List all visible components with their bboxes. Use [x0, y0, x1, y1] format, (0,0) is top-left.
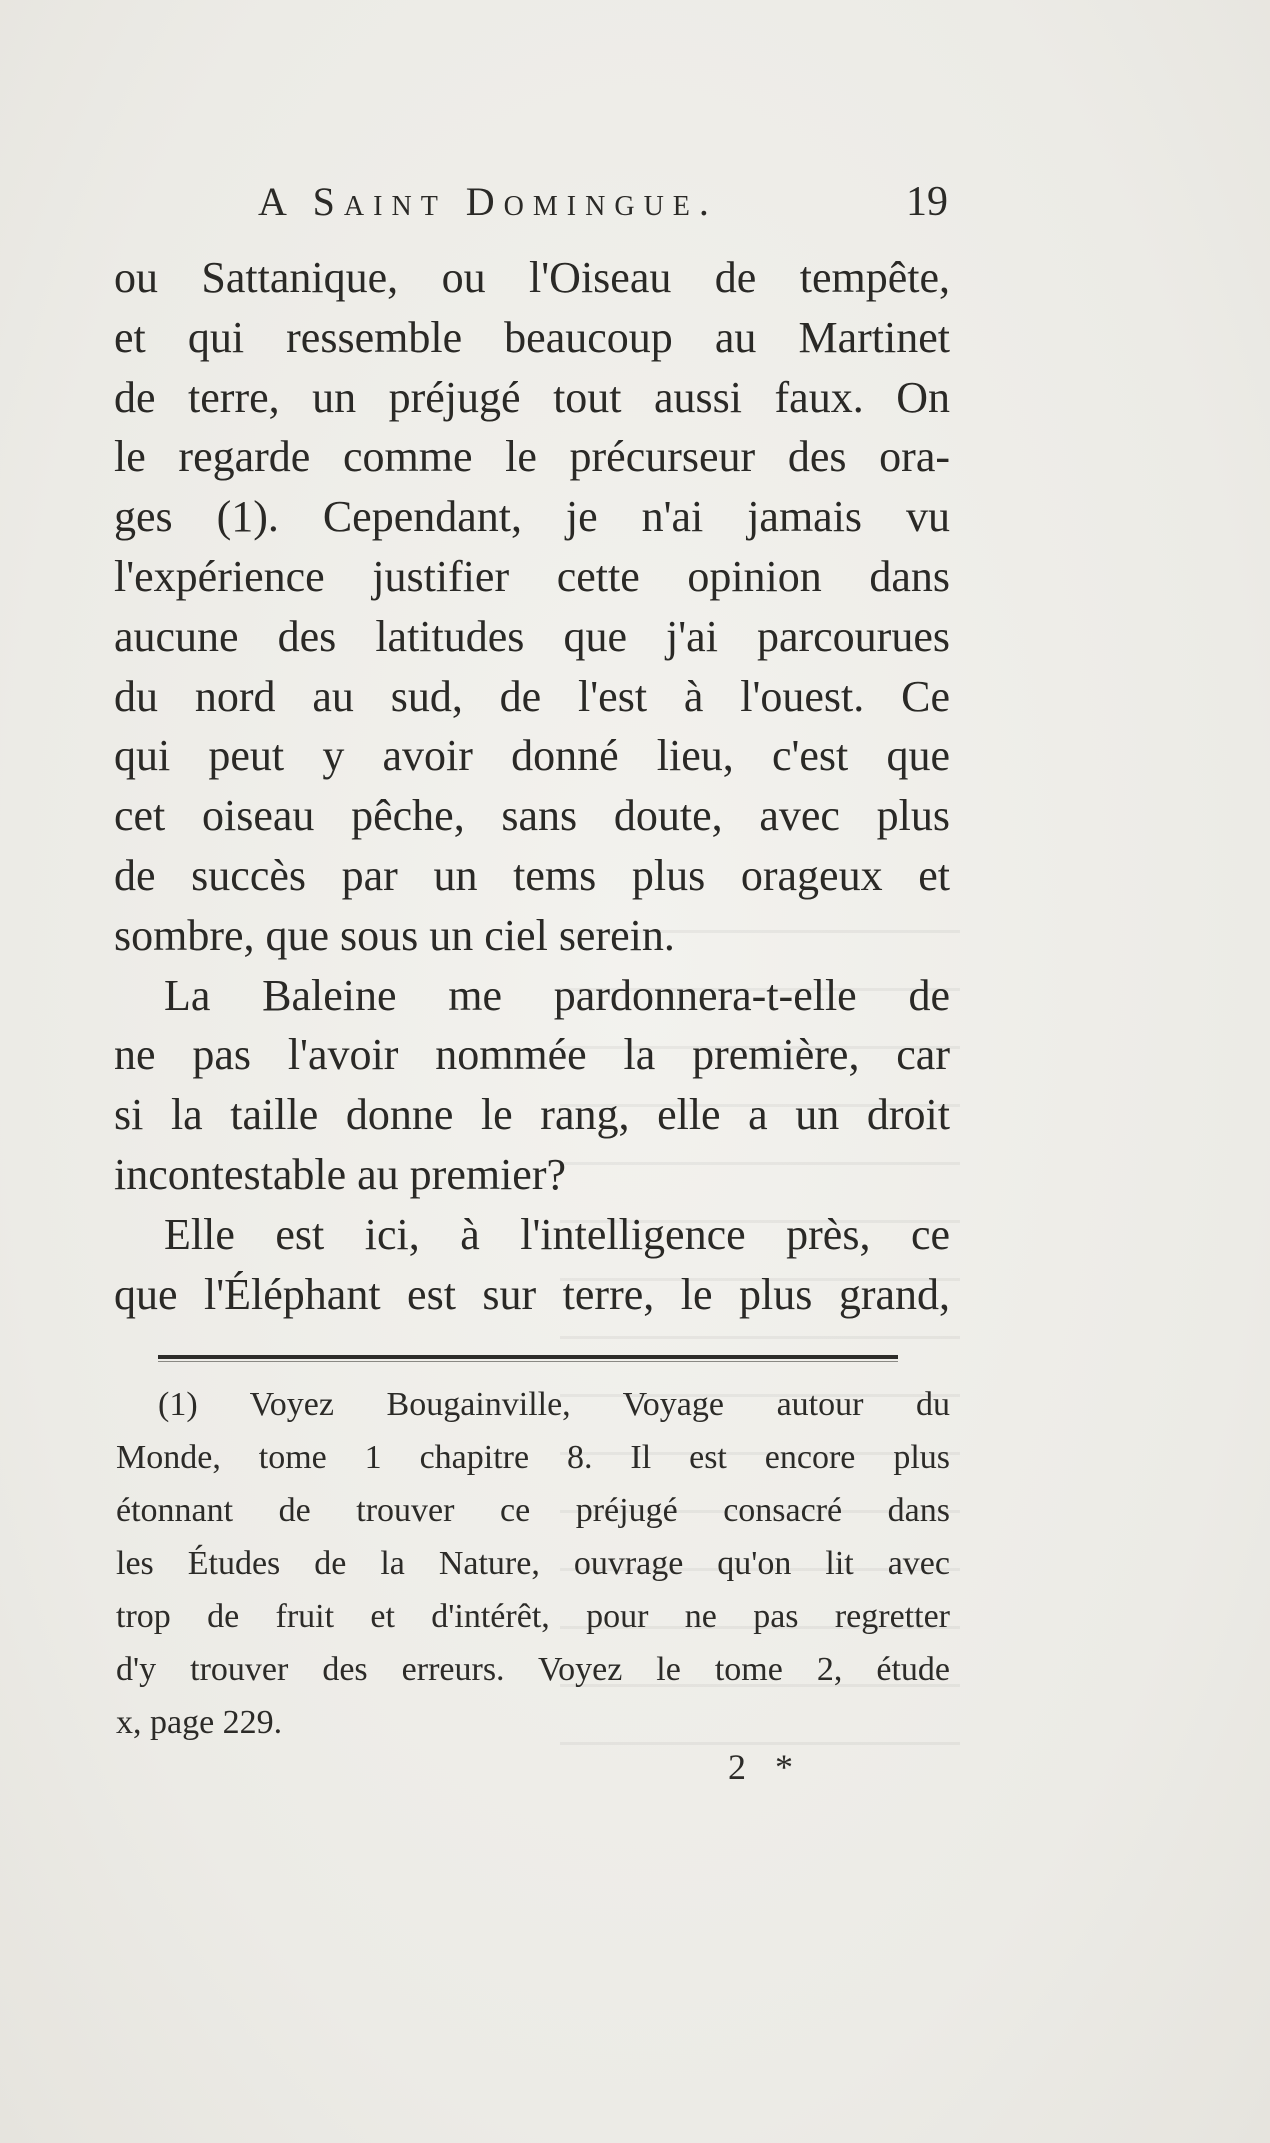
text-line: si la taille donne le rang, elle a un droit [114, 1090, 950, 1140]
text-line: et qui ressemble beaucoup au Martinet [114, 312, 950, 362]
page-header [258, 178, 958, 234]
text-line: le regarde comme le précurseur des ora- [114, 432, 950, 482]
text-line: ne pas l'avoir nommée la première, car [114, 1030, 950, 1080]
text-line: sombre, que sous un ciel serein. [114, 910, 675, 960]
text-line: de terre, un préjugé tout aussi faux. On [114, 372, 950, 422]
footnote-line: trop de fruit et d'intérêt, pour ne pas regretter [116, 1598, 950, 1635]
footnote-line: d'y trouver des erreurs. Voyez le tome 2, étude [116, 1651, 950, 1688]
text-line: cet oiseau pêche, sans doute, avec plus [114, 791, 950, 841]
footnote-rule-thin [158, 1361, 898, 1362]
text-line: que l'Éléphant est sur terre, le plus grand, [114, 1269, 950, 1319]
text-line: ges (1). Cependant, je n'ai jamais vu [114, 492, 950, 542]
footnote-line: étonnant de trouver ce préjugé consacré dans [116, 1492, 950, 1529]
footnote-line: Monde, tome 1 chapitre 8. Il est encore plus [116, 1439, 950, 1476]
footnote [116, 1378, 950, 1749]
text-line: du nord au sud, de l'est à l'ouest. Ce [114, 671, 950, 721]
footnote-line: x, page 229. [116, 1704, 283, 1741]
footnote-rule [158, 1355, 898, 1359]
text-line: incontestable au premier? [114, 1149, 567, 1199]
text-line: l'expérience justifier cette opinion dans [114, 551, 950, 601]
text-line: de succès par un tems plus orageux et [114, 850, 950, 900]
text-line: aucune des latitudes que j'ai parcourues [114, 611, 950, 661]
text-line: qui peut y avoir donné lieu, c'est que [114, 731, 950, 781]
main-text [114, 248, 950, 1324]
footnote-line: (1) Voyez Bougainville, Voyage autour du [158, 1386, 950, 1423]
signature-mark: 2 * [728, 1747, 803, 1787]
text-line: La Baleine me pardonnera-t-elle de [164, 970, 950, 1020]
running-title: A Saint Domingue. [258, 179, 718, 224]
footnote-line: les Études de la Nature, ouvrage qu'on lit avec [116, 1545, 950, 1582]
page-number: 19 [906, 179, 948, 225]
text-line: ou Sattanique, ou l'Oiseau de tempête, [114, 253, 950, 302]
text-line: Elle est ici, à l'intelligence près, ce [164, 1209, 950, 1259]
